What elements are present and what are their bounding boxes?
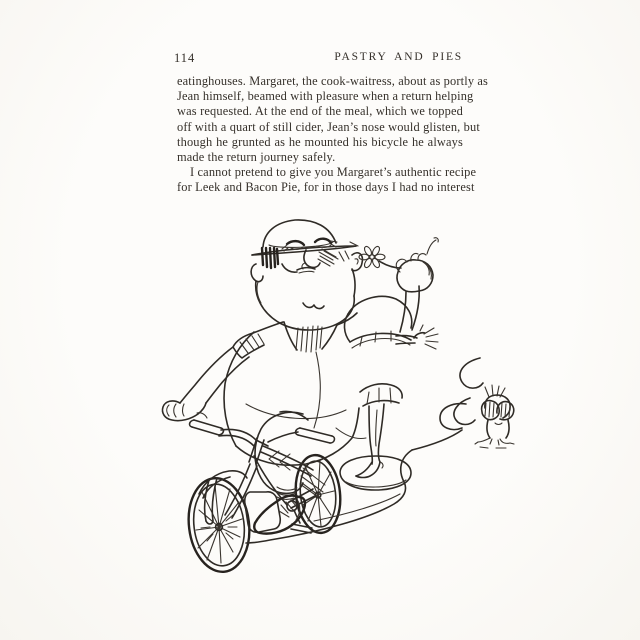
running-head: PASTRY AND PIES [334, 51, 463, 63]
dust-swirls [246, 358, 483, 543]
text-line: though he grunted as he mounted his bicycle he always [177, 134, 463, 149]
raised-arm [396, 253, 433, 332]
onion-creature [475, 385, 514, 448]
front-wheel [183, 475, 254, 576]
standing-leg [356, 384, 402, 478]
handlebar [190, 420, 335, 446]
text-line: for Leek and Bacon Pie, for in those days I had no interest [177, 180, 475, 195]
text-line: eatinghouses. Margaret, the cook-waitress, about as portly as [177, 74, 489, 88]
collar-cravat [253, 313, 357, 352]
page-number: 114 [174, 51, 196, 65]
text-line: was requested. At the end of the meal, which we topped [177, 104, 463, 119]
text-line: Jean himself, beamed with pleasure when a return helping [177, 89, 474, 104]
text-line: off with a quart of still cider, Jean’s nose would glisten, but [177, 119, 480, 134]
text-line: I cannot pretend to give you Margaret’s authentic recipe [190, 165, 477, 180]
left-ear [251, 264, 263, 282]
gripping-arm [162, 333, 264, 421]
balancing-arm [396, 325, 438, 349]
belly [224, 332, 366, 465]
text-line: made the return journey safely. [177, 149, 336, 164]
bicycle [183, 420, 343, 575]
